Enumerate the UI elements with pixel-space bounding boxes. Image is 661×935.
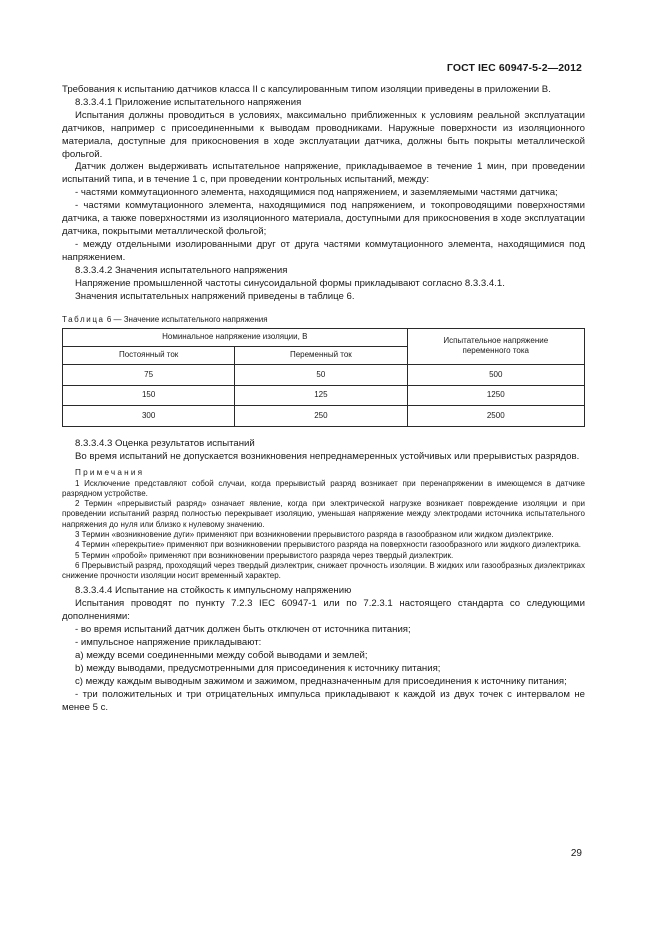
note-item: 1 Исключение представляют собой случаи, когда прерывистый разряд возникает при перенапряжении в имеющемся в датчике разрядном устройстве. [62,478,585,498]
table-cell: 50 [235,365,407,386]
subsection-heading: 8.3.3.4.4 Испытание на стойкость к импульсному напряжению [75,585,352,597]
note-item: 3 Термин «возникновение дуги» применяют при возникновении прерывистого разряда в газообразном или жидком диэлектрике. [75,530,554,539]
note-item: 5 Термин «пробой» применяют при возникновении прерывистого разряда через твердый диэлектрик. [75,550,454,560]
table-row [63,385,585,406]
subsection-heading: 8.3.3.4.2 Значения испытательного напряжения [75,264,288,276]
table-cell: 150 [63,385,235,406]
list-item: - частями коммутационного элемента, находящимися под напряжением, и токопроводящими поверхностями датчика, а также поверхностями из изоляционного материала, доступными для прикосновения в ходе эксплуатации датчика, покрытыми металлической фольгой; [62,200,585,237]
page-number: 29 [570,848,582,859]
list-item: - во время испытаний датчик должен быть отключен от источника питания; [75,624,411,636]
list-item: а) между всеми соединенными между собой выводами и землей; [75,650,368,662]
paragraph: Испытания должны проводиться в условиях, максимально приближенных к условиям реальной эксплуатации датчиков, например с присоединенными к выводам проводниками. Наружные поверхности из изоляционного материала, доступные для прикосновения в ходе эксплуатации датчика, должны быть покрыты металлической фольгой. [62,109,585,160]
table-caption-text: 6 — Значение испытательного напряжения [106,315,268,325]
list-item: - частями коммутационного элемента, находящимися под напряжением, и заземляемыми частями датчика; [75,187,558,199]
note-item: 2 Термин «прерывистый разряд» означает явление, когда при электрической нагрузке возникает повреждение изоляции и при проведении испытаний разряд полностью перекрывает изоляцию, уменьшая напряжение между электродами источника испытательного напряжения до нуля или близко к нулевому значению. [62,499,585,529]
paragraph: Требования к испытанию датчиков класса II с капсулированным типом изоляции приведены в приложении В. [62,84,551,95]
notes-title: Примечания [75,467,145,477]
test-voltage-table [62,328,585,427]
table-cell: 75 [63,365,235,386]
page-content [62,84,585,715]
table-header-rated-voltage: Номинальное напряжение изоляции, В [63,329,408,347]
table-cell: 2500 [407,406,585,427]
subsection-heading: 8.3.3.4.1 Приложение испытательного напряжения [75,96,302,108]
list-item: - три положительных и три отрицательных импульса прикладывают к каждой из двух точек с интервалом не менее 5 с. [62,688,585,713]
table-caption [62,314,585,325]
document-standard-header: ГОСТ IEC 60947-5-2—2012 [446,62,582,74]
table-cell: 300 [63,406,235,427]
table-header-ac: Переменный ток [235,347,407,365]
table-cell: 500 [407,365,585,386]
table-cell: 1250 [407,385,585,406]
list-item: b) между выводами, предусмотренными для присоединения к источнику питания; [75,662,441,674]
note-item: 4 Термин «перекрытие» применяют при возникновении прерывистого разряда на поверхности газообразного или жидкого диэлектрика. [75,540,581,550]
paragraph: Значения испытательных напряжений приведены в таблице 6. [75,290,355,302]
list-item: - импульсное напряжение прикладывают: [75,637,262,649]
paragraph: Испытания проводят по пункту 7.2.3 IEC 60947-1 или по 7.2.3.1 настоящего стандарта со следующими дополнениями: [62,598,585,623]
paragraph: Датчик должен выдерживать испытательное напряжение, прикладываемое в течение 1 мин, при проведении испытаний типа, и в течение 1 с, при проведении контрольных испытаний, между: [62,161,585,186]
table-caption-label: Таблица [62,315,105,325]
list-item: с) между каждым выводным зажимом и зажимом, предназначенным для присоединения к источнику питания; [75,675,567,687]
paragraph: Во время испытаний не допускается возникновения непреднамеренных устойчивых или прерывистых разрядов. [75,450,580,462]
paragraph: Напряжение промышленной частоты синусоидальной формы прикладывают согласно 8.3.3.4.1. [75,277,505,289]
table-row [63,365,585,386]
list-item: - между отдельными изолированными друг от друга частями коммутационного элемента, находящимися под напряжением. [62,238,585,263]
table-header-test-voltage: Испытательное напряжение переменного тока [407,329,585,365]
note-item: 6 Прерывистый разряд, проходящий через твердый диэлектрик, снижает прочность изоляции. В жидких или газообразных диэлектриках снижение прочности изоляции носит временный характер. [62,560,585,581]
table-cell: 250 [235,406,407,427]
table-row [63,406,585,427]
table-header-dc: Постоянный ток [63,347,235,365]
subsection-heading: 8.3.3.4.3 Оценка результатов испытаний [75,437,255,449]
table-cell: 125 [235,385,407,406]
